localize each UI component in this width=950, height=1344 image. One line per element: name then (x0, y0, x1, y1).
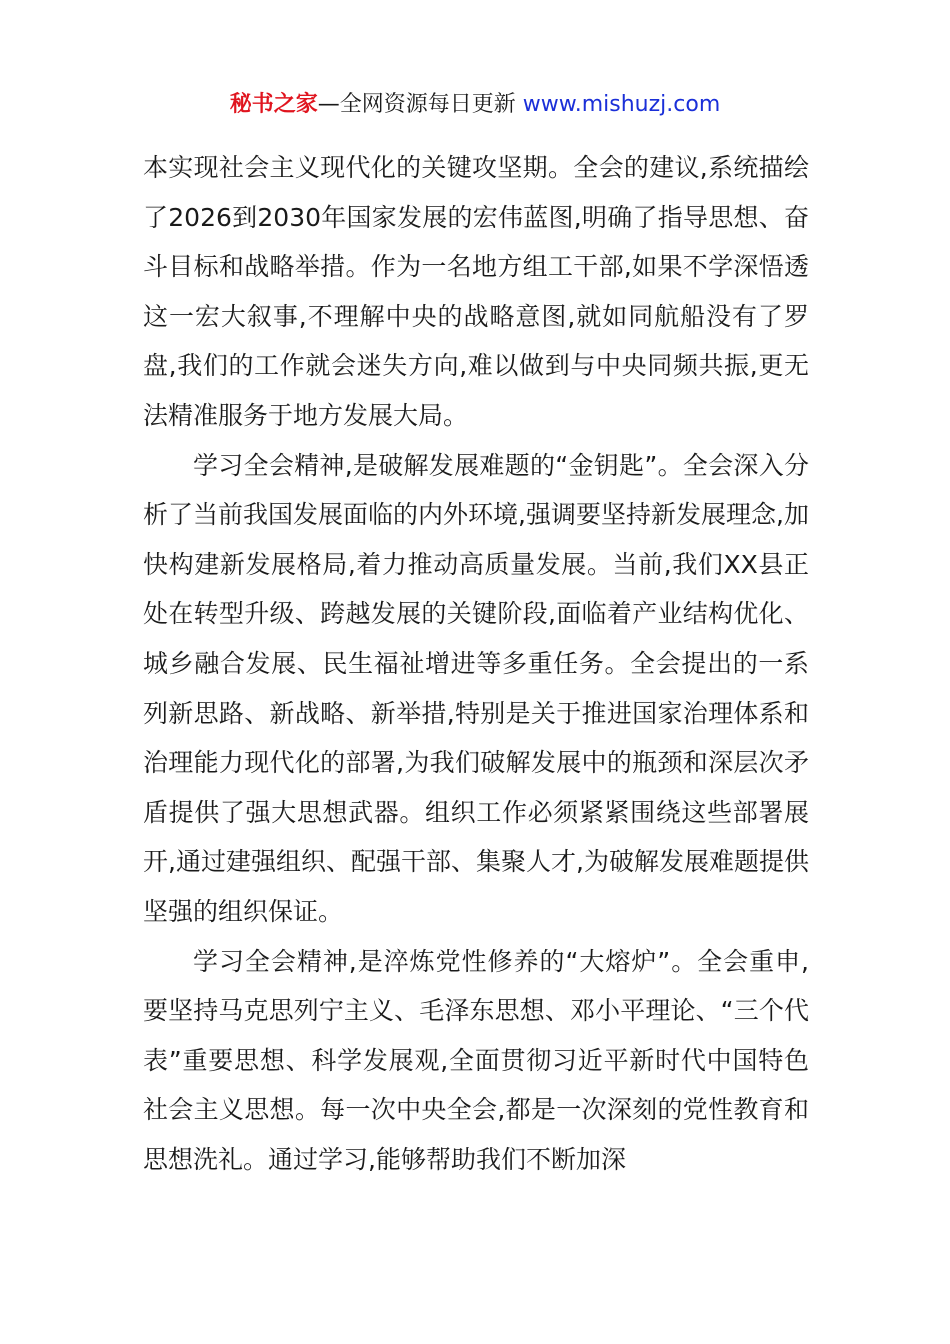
paragraph-golden-key: 学习全会精神,是破解发展难题的“金钥匙”。全会深入分析了当前我国发展面临的内外环境,强调要坚持新发展理念,加快构建新发展格局,着力推动高质量发展。当前,我们XX县正处在转型升级、跨越发展的关键阶段,面临着产业结构优化、城乡融合发展、民生福祉增进等多重任务。全会提出的一系列新思路、新战略、新举措,特别是关于推进国家治理体系和治理能力现代化的部署,为我们破解发展中的瓶颈和深层次矛盾提供了强大思想武器。组织工作必须紧紧围绕这些部署展开,通过建强组织、配强干部、集聚人才,为破解发展难题提供坚强的组织保证。 (143, 450, 809, 926)
brand-name: 秘书之家 (229, 92, 318, 117)
header-tagline: —全网资源每日更新 (317, 92, 516, 117)
document-body (143, 143, 809, 1184)
paragraph-furnace: 学习全会精神,是淬炼党性修养的“大熔炉”。全会重申,要坚持马克思列宁主义、毛泽东思想、邓小平理论、“三个代表”重要思想、科学发展观,全面贯彻习近平新时代中国特色社会主义思想。每一次中央全会,都是一次深刻的党性教育和思想洗礼。通过学习,能够帮助我们不断加深 (143, 946, 809, 1174)
paragraph-continuation: 本实现社会主义现代化的关键攻坚期。全会的建议,系统描绘了2026到2030年国家发展的宏伟蓝图,明确了指导思想、奋斗目标和战略举措。作为一名地方组工干部,如果不学深悟透这一宏大叙事,不理解中央的战略意图,就如同航船没有了罗盘,我们的工作就会迷失方向,难以做到与中央同频共振,更无法精准服务于地方发展大局。 (143, 153, 809, 430)
page-header (0, 88, 950, 122)
website-link[interactable]: www.mishuzj.com (522, 92, 721, 117)
